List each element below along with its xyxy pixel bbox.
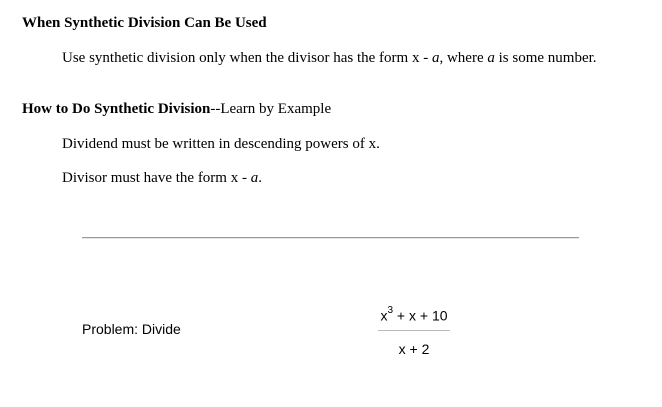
heading-how-to-do-synthetic-division: How to Do Synthetic Division--Learn by Example (22, 101, 332, 117)
heading-when-synthetic-division: When Synthetic Division Can Be Used (22, 15, 267, 31)
paragraph-dividend-rule: Dividend must be written in descending powers of x. (62, 136, 380, 152)
paragraph-divisor-rule: Divisor must have the form x - a. (62, 170, 262, 186)
horizontal-rule (82, 237, 579, 239)
fraction-denominator: x + 2 (398, 341, 430, 357)
problem-fraction (378, 304, 450, 358)
problem-label: Problem: Divide (82, 321, 181, 337)
numerator-exponent: 3 (387, 305, 394, 316)
fraction-numerator: $x^3 + x + 10$ (380, 305, 448, 324)
fraction-bar (378, 330, 450, 331)
paragraph-synthetic-division-usage: Use synthetic division only when the divisor has the form x - a, where a is some number. (62, 50, 597, 66)
